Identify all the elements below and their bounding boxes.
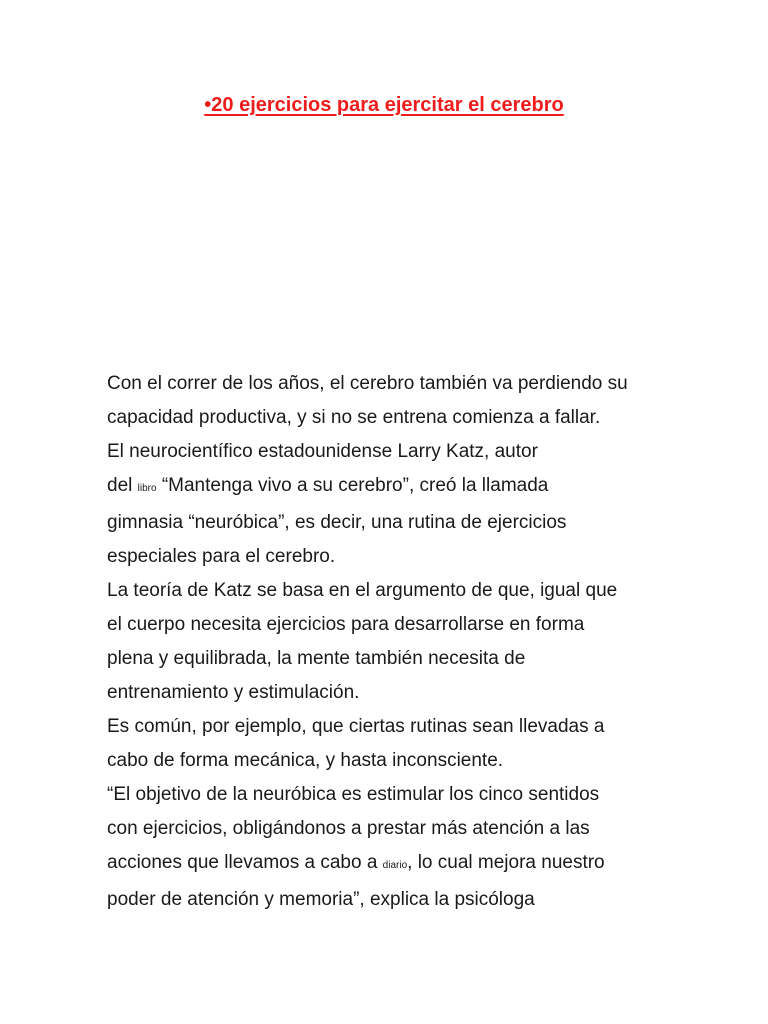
text-line: el cuerpo necesita ejercicios para desarrollarse en forma (107, 614, 585, 635)
text-line: especiales para el cerebro. (107, 546, 336, 567)
text-segment: , lo cual mejora nuestro (407, 852, 605, 873)
text-segment: acciones que llevamos a cabo a (107, 852, 383, 873)
text-line: “El objetivo de la neuróbica es estimular los cinco sentidos (107, 784, 600, 805)
text-line: poder de atención y memoria”, explica la psicóloga (107, 889, 535, 910)
text-segment: “Mantenga vivo a su cerebro”, creó la llamada (156, 475, 549, 496)
text-line: gimnasia “neuróbica”, es decir, una rutina de ejercicios (107, 512, 567, 533)
text-line: La teoría de Katz se basa en el argumento de que, igual que (107, 580, 618, 601)
text-line: cabo de forma mecánica, y hasta inconsciente. (107, 750, 504, 771)
text-line: Con el correr de los años, el cerebro también va perdiendo su (107, 373, 628, 394)
small-word-diario: diario (382, 860, 408, 871)
text-line: entrenamiento y estimulación. (107, 682, 360, 703)
text-segment: del (107, 475, 138, 496)
text-line (107, 846, 707, 883)
small-word-libro: libro (137, 483, 157, 494)
text-line: El neurocientífico estadounidense Larry Katz, autor (107, 441, 538, 462)
text-line: con ejercicios, obligándonos a prestar más atención a las (107, 818, 590, 839)
text-line: capacidad productiva, y si no se entrena comienza a fallar. (107, 407, 601, 428)
text-line: Es común, por ejemplo, que ciertas rutinas sean llevadas a (107, 716, 605, 737)
body-text (107, 367, 707, 917)
text-line (107, 469, 707, 506)
text-line: plena y equilibrada, la mente también necesita de (107, 648, 526, 669)
document-title: •20 ejercicios para ejercitar el cerebro (204, 94, 564, 116)
